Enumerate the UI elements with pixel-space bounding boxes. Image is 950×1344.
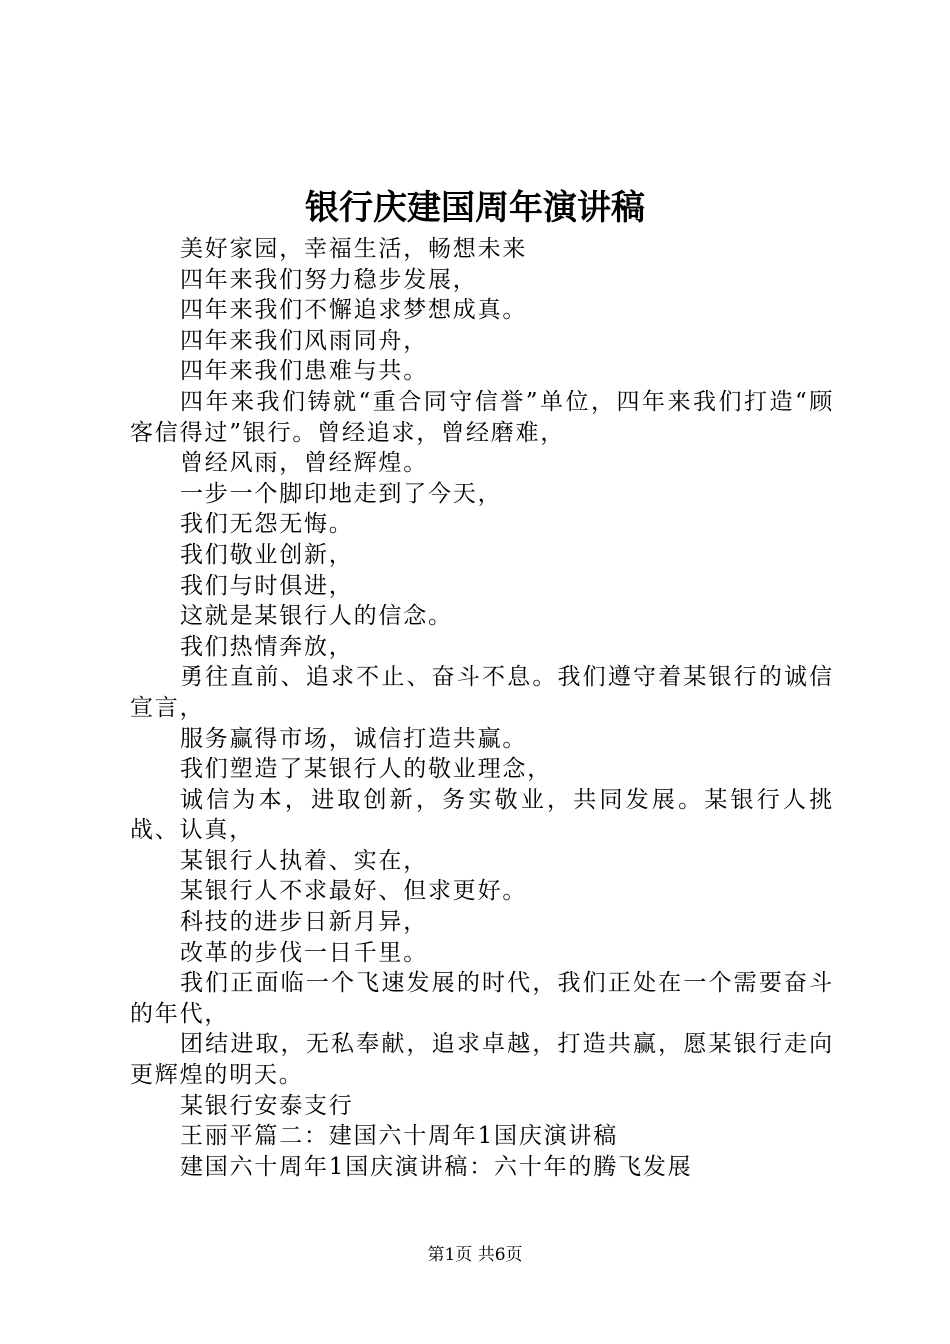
paragraph: 服务赢得市场，诚信打造共赢。 — [180, 725, 528, 752]
paragraph: 某银行人不求最好、但求更好。 — [180, 878, 528, 905]
paragraph: 这就是某银行人的信念。 — [180, 603, 453, 630]
paragraph: 我们敬业创新， — [180, 541, 354, 568]
paragraph: 某银行安泰支行 — [180, 1092, 354, 1119]
paragraph: 我们正面临一个飞速发展的时代，我们正处在一个需要奋斗的年代， — [130, 970, 834, 1027]
paragraph: 勇往直前、追求不止、奋斗不息。我们遵守着某银行的诚信宣言， — [130, 664, 834, 721]
page-number-footer: 第1页 共6页 — [427, 1245, 523, 1265]
paragraph: 四年来我们不懈追求梦想成真。 — [180, 297, 528, 324]
paragraph: 曾经风雨，曾经辉煌。 — [180, 450, 428, 477]
paragraph: 我们无怨无悔。 — [180, 511, 354, 538]
paragraph: 四年来我们患难与共。 — [180, 358, 428, 385]
paragraph: 团结进取，无私奉献，追求卓越，打造共赢，愿某银行走向更辉煌的明天。 — [130, 1031, 834, 1089]
document-body — [130, 234, 834, 1182]
document-title: 银行庆建国周年演讲稿 — [305, 188, 645, 228]
paragraph: 美好家园，幸福生活，畅想未来 — [180, 236, 528, 262]
paragraph: 建国六十周年1国庆演讲稿：六十年的腾飞发展 — [180, 1153, 693, 1180]
paragraph: 诚信为本，进取创新，务实敬业，共同发展。某银行人挑战、认真， — [130, 786, 834, 844]
paragraph: 我们热情奔放， — [180, 633, 354, 660]
paragraph: 改革的步伐一日千里。 — [180, 939, 428, 966]
paragraph: 四年来我们铸就“重合同守信誉”单位，四年来我们打造“顾客信得过”银行。曾经追求，曾经磨难， — [130, 388, 834, 446]
paragraph: 四年来我们风雨同舟， — [180, 327, 428, 354]
paragraph: 科技的进步日新月异， — [180, 909, 428, 936]
paragraph: 我们塑造了某银行人的敬业理念， — [180, 756, 552, 783]
paragraph: 四年来我们努力稳步发展， — [180, 266, 478, 293]
paragraph: 王丽平篇二：建国六十周年1国庆演讲稿 — [180, 1123, 619, 1150]
paragraph: 某银行人执着、实在， — [180, 847, 428, 874]
paragraph: 一步一个脚印地走到了今天， — [180, 480, 503, 507]
paragraph: 我们与时俱进， — [180, 572, 354, 599]
